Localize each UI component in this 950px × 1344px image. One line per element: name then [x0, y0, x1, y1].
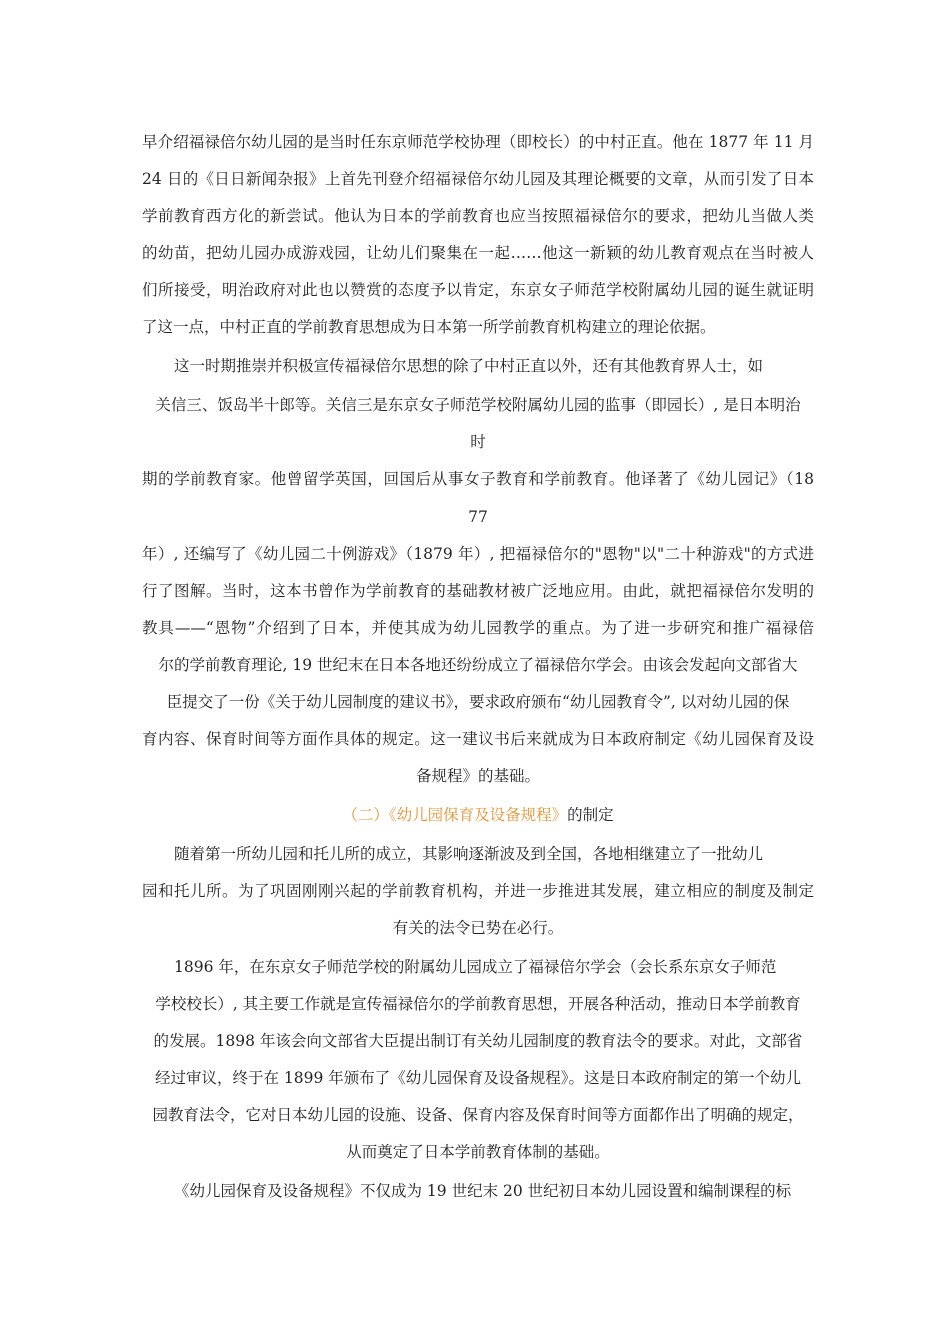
paragraph-line: 年）, 还编写了《幼儿园二十例游戏》（1879 年）, 把福禄倍尔的"恩物"以"二十种游戏"的方式进: [142, 545, 814, 563]
heading-suffix: 的制定: [567, 806, 614, 824]
paragraph-line: 经过审议，终于在 1899 年颁布了《幼儿园保育及设备规程》。这是日本政府制定的第一个幼儿: [154, 1069, 802, 1087]
paragraph-line: 们所接受，明治政府对此也以赞赏的态度予以肯定，东京女子师范学校附属幼儿园的诞生就证明: [142, 281, 814, 299]
paragraph-line: 了这一点，中村正直的学前教育思想成为日本第一所学前教育机构建立的理论依据。: [142, 318, 716, 336]
paragraph-line: 这一时期推崇并积极宣传福禄倍尔思想的除了中村正直以外，还有其他教育界人士，如: [174, 357, 764, 375]
paragraph-line: 关信三、饭岛半十郎等。关信三是东京女子师范学校附属幼儿园的监事（即园长）, 是日本明治: [155, 396, 801, 414]
regulation-title-link[interactable]: 《幼儿园保育及设备规程》: [388, 806, 568, 824]
paragraph-line: 园教育法令，它对日本幼儿园的设施、设备、保育内容及保育时间等方面都作出了明确的规定，: [152, 1106, 804, 1124]
paragraph-line: 备规程》的基础。: [415, 767, 540, 785]
paragraph-line: 时: [470, 433, 486, 451]
paragraph-line: 24 日的《日日新闻杂报》上首先刊登介绍福禄倍尔幼儿园及其理论概要的文章，从而引发了日本: [142, 170, 814, 188]
heading-prefix: （二）: [342, 806, 389, 824]
paragraph-line: 期的学前教育家。他曾留学英国，回国后从事女子教育和学前教育。他译著了《幼儿园记》（18: [142, 470, 814, 488]
paragraph-line: 臣提交了一份《关于幼儿园制度的建议书》，要求政府颁布“幼儿园教育令”, 以对幼儿园的保: [166, 693, 790, 711]
section-heading: [142, 797, 814, 834]
paragraph-line: 学前教育西方化的新尝试。他认为日本的学前教育也应当按照福禄倍尔的要求，把幼儿当做人类: [142, 207, 814, 225]
paragraph-line: 随着第一所幼儿园和托儿所的成立，其影响逐渐波及到全国，各地相继建立了一批幼儿: [174, 845, 764, 863]
paragraph-line: 从而奠定了日本学前教育体制的基础。: [346, 1143, 610, 1161]
paragraph-line: 行了图解。当时，这本书曾作为学前教育的基础教材被广泛地应用。由此，就把福禄倍尔发明的: [142, 582, 814, 600]
paragraph-line: 教具——“恩物”介绍到了日本，并使其成为幼儿园教学的重点。为了进一步研究和推广福禄倍: [142, 619, 814, 637]
paragraph-line: 早介绍福禄倍尔幼儿园的是当时任东京师范学校协理（即校长）的中村正直。他在 1877 年 11 月: [142, 133, 814, 151]
paragraph-line: 的幼苗，把幼儿园办成游戏园，让幼儿们聚集在一起……他这一新颖的幼儿教育观点在当时被人: [142, 244, 814, 262]
paragraph-line: 有关的法令已势在必行。: [392, 919, 564, 937]
paragraph-line: 园和托儿所。为了巩固刚刚兴起的学前教育机构，并进一步推进其发展，建立相应的制度及制定: [142, 882, 814, 900]
paragraph-line: 《幼儿园保育及设备规程》不仅成为 19 世纪末 20 世纪初日本幼儿园设置和编制课程的标: [174, 1182, 792, 1200]
paragraph-line: 的发展。1898 年该会向文部省大臣提出制订有关幼儿园制度的教育法令的要求。对此，文部省: [153, 1032, 803, 1050]
paragraph-line: 学校校长）, 其主要工作就是宣传福禄倍尔的学前教育思想，开展各种活动，推动日本学前教育: [155, 995, 801, 1013]
paragraph-line: 77: [468, 508, 488, 526]
paragraph-line: 1896 年，在东京女子师范学校的附属幼儿园成立了福禄倍尔学会（会长系东京女子师范: [174, 958, 777, 976]
paragraph-line: 育内容、保育时间等方面作具体的规定。这一建议书后来就成为日本政府制定《幼儿园保育及设: [142, 730, 814, 748]
paragraph-line: 尔的学前教育理论, 19 世纪末在日本各地还纷纷成立了福禄倍尔学会。由该会发起向文部省大: [158, 656, 798, 674]
